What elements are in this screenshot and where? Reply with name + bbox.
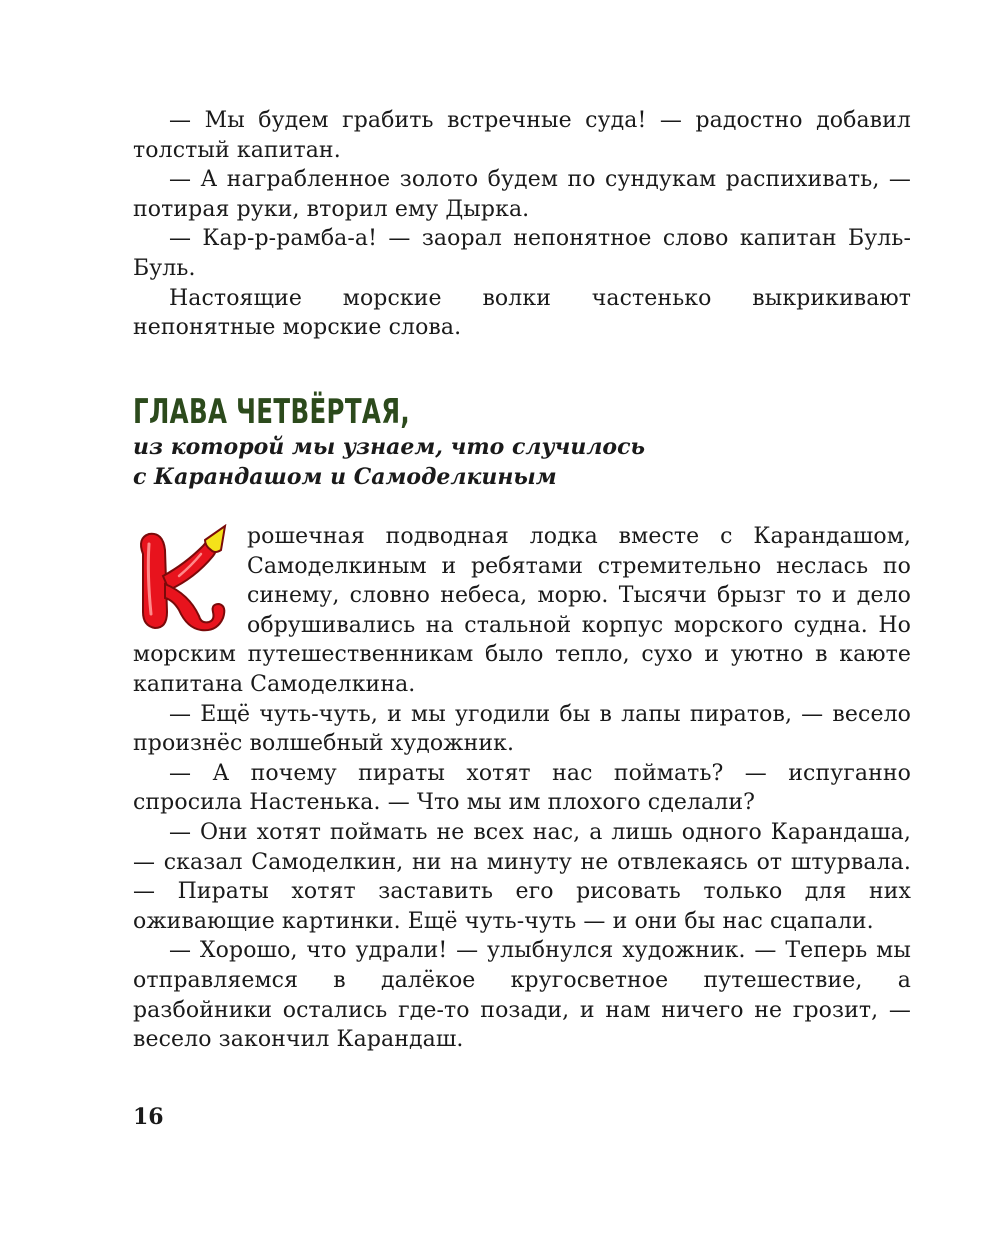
paragraph: — А награбленное золото будем по сундукам распихивать, — потирая руки, вторил ему Дырка. [133,167,911,222]
drop-cap-pencil-tip [205,526,225,552]
paragraph: — Хорошо, что удрали! — улыбнулся художник. — Теперь мы отправляемся в далёкое кругосветное путешествие, а разбойники остались где-то позади, и нам ничего не грозит, — весело закончил Карандаш. [133,938,911,1053]
paragraph: — Кар-р-рамба-а! — заорал непонятное слово капитан Буль-Буль. [133,226,911,281]
drop-cap-lower-arm [165,584,224,630]
chapter-title: ГЛАВА ЧЕТВЁРТАЯ, [133,392,411,432]
paragraph-with-drop-cap: рошечная подводная лодка вместе с Карандашом, Самоделкиным и ребятами стремительно неслась по синему, словно небеса, морю. Тысячи брызг то и дело обрушивались на стальной корпус морского судна. Но морским путешественникам было тепло, сухо и уютно в каюте капитана Самоделкина. [133,524,911,697]
paragraph: — А почему пираты хотят нас поймать? — испуганно спросила Настенька. — Что мы им плохого сделали? [133,760,911,816]
chapter-heading [133,392,911,492]
drop-cap-stem [141,534,167,628]
paragraph: — Ещё чуть-чуть, и мы угодили бы в лапы пиратов, — весело произнёс волшебный художник. [133,701,911,757]
page-number: 16 [133,1104,164,1130]
drop-cap-pencil-letter [129,524,239,636]
top-text-block [133,106,911,343]
chapter-subtitle: из которой мы узнаем, что случилось с Карандашом и Самоделкиным [133,434,646,490]
paragraph: — Мы будем грабить встречные суда! — радостно добавил толстый капитан. [133,108,911,163]
chapter-text-block [133,522,911,1055]
paragraph: Настоящие морские волки частенько выкрикивают непонятные морские слова. [133,285,911,341]
paragraph: — Они хотят поймать не всех нас, а лишь одного Карандаша, — сказал Самоделкин, ни на минуту не отвлекаясь от штурвала. — Пираты хотят заставить его рисовать только для них оживающие картинки. Ещё чуть-чуть — и они бы нас сцапали. [133,819,911,934]
